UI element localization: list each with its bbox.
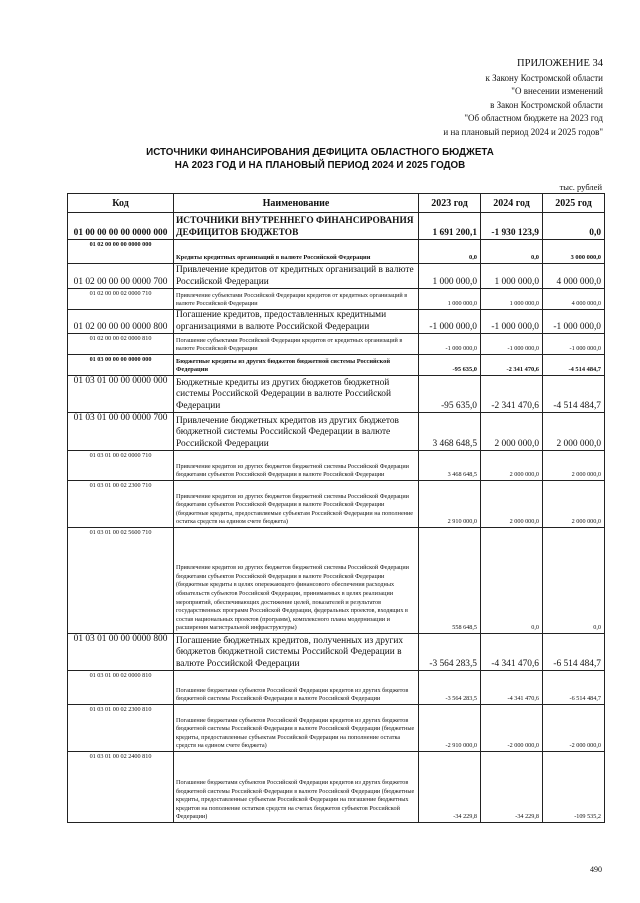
table-row	[68, 451, 605, 481]
row-2024: -1 000 000,0	[481, 334, 543, 355]
row-name: ИСТОЧНИКИ ВНУТРЕННЕГО ФИНАНСИРОВАНИЯ ДЕФИЦИТОВ БЮДЖЕТОВ	[174, 213, 419, 240]
row-code: 01 02 00 00 00 0000 800	[68, 310, 174, 334]
table-row	[68, 310, 605, 334]
row-name: Погашение бюджетами субъектов Российской Федерации кредитов из других бюджетов бюджетной системы Российской Федерации в валюте Российской Федерации (бюджетные кредиты, предоставленные субъектам Российской Федерации на погашение бюджетных кредитов на пополнение остатков средств на счетах бюджетов субъектов Российской Федерации)	[174, 752, 419, 823]
row-2025: -2 000 000,0	[543, 705, 605, 752]
row-code: 01 02 00 00 00 0000 700	[68, 264, 174, 289]
row-2025: 4 000 000,0	[543, 289, 605, 310]
appendix-line: и на плановый период 2024 и 2025 годов"	[443, 126, 603, 137]
appendix-line: ПРИЛОЖЕНИЕ 34	[517, 58, 603, 69]
table-row	[68, 528, 605, 634]
row-2025: 0,0	[543, 213, 605, 240]
row-2023: -95 635,0	[419, 376, 481, 413]
row-name: Привлечение кредитов из других бюджетов бюджетной системы Российской Федерации бюджетами субъектов Российской Федерации в валюте Российской Федерации (бюджетные кредиты, предоставляемые субъектам Российской Федерации на пополнение остатка средств на едином счете бюджета)	[174, 481, 419, 528]
row-name: Привлечение кредитов из других бюджетов бюджетной системы Российской Федерации бюджетами субъектов Российской Федерации в валюте Российской Федерации (бюджетные кредиты в целях опережающего финансового обеспечения расходных обязательств субъектов Российской Федерации, принимаемых в целях реализации мероприятий, обеспечивающих достижение целей, показателей и результатов государственных программ Российской Федерации, федеральных проектов, входящих в состав национальных проектов (программ), комплексного плана модернизации и расширения магистральной инфраструктуры)	[174, 528, 419, 634]
financing-sources-table	[67, 193, 605, 823]
table-row	[68, 481, 605, 528]
row-2023: 3 468 648,5	[419, 413, 481, 451]
row-code: 01 03 01 00 02 5600 710	[68, 528, 174, 634]
row-2024: -2 000 000,0	[481, 705, 543, 752]
row-name: Бюджетные кредиты из других бюджетов бюджетной системы Российской Федерации	[174, 355, 419, 376]
row-2024: -4 341 470,6	[481, 634, 543, 671]
header-2023: 2023 год	[419, 194, 481, 213]
row-2025: -109 535,2	[543, 752, 605, 823]
table-header-row	[68, 194, 605, 213]
table-row	[68, 376, 605, 413]
row-code: 01 03 00 00 00 0000 000	[68, 355, 174, 376]
page-number: 490	[590, 865, 602, 874]
table-row	[68, 752, 605, 823]
row-2025: -1 000 000,0	[543, 310, 605, 334]
row-2024: 2 000 000,0	[481, 451, 543, 481]
row-2025: -4 514 484,7	[543, 376, 605, 413]
row-code: 01 03 01 00 02 2400 810	[68, 752, 174, 823]
row-name: Погашение бюджетами субъектов Российской Федерации кредитов из других бюджетов бюджетной системы Российской Федерации в валюте Российской Федерации (бюджетные кредиты, предоставленные субъектам Российской Федерации на пополнение остатка средств на едином счете бюджета)	[174, 705, 419, 752]
row-2024: 1 000 000,0	[481, 289, 543, 310]
row-code: 01 03 01 00 00 0000 800	[68, 634, 174, 671]
row-2025: -4 514 484,7	[543, 355, 605, 376]
table-row	[68, 671, 605, 705]
row-2023: 2 910 000,0	[419, 481, 481, 528]
table-row	[68, 264, 605, 289]
units-label: тыс. рублей	[559, 182, 602, 192]
row-2024: -2 341 470,6	[481, 355, 543, 376]
row-2023: -2 910 000,0	[419, 705, 481, 752]
row-2024: 2 000 000,0	[481, 481, 543, 528]
row-2025: 2 000 000,0	[543, 413, 605, 451]
appendix-line: в Закон Костромской области	[490, 99, 603, 110]
row-2025: 3 000 000,0	[543, 240, 605, 264]
row-2023: -34 229,8	[419, 752, 481, 823]
row-2024: -2 341 470,6	[481, 376, 543, 413]
row-2023: 1 691 200,1	[419, 213, 481, 240]
table-row	[68, 705, 605, 752]
table-row	[68, 334, 605, 355]
appendix-line: "Об областном бюджете на 2023 год	[464, 113, 603, 124]
row-code: 01 02 00 00 00 0000 000	[68, 240, 174, 264]
appendix-header	[343, 57, 603, 140]
row-name: Кредиты кредитных организаций в валюте Российской Федерации	[174, 240, 419, 264]
row-2023: -1 000 000,0	[419, 334, 481, 355]
row-2024: -34 229,8	[481, 752, 543, 823]
header-code: Код	[68, 194, 174, 213]
row-name: Бюджетные кредиты из других бюджетов бюджетной системы Российской Федерации в валюте Российской Федерации	[174, 376, 419, 413]
row-2023: 3 468 648,5	[419, 451, 481, 481]
row-2023: 558 648,5	[419, 528, 481, 634]
row-2024: 0,0	[481, 528, 543, 634]
row-code: 01 03 01 00 00 0000 000	[68, 376, 174, 413]
row-code: 01 03 01 00 02 2300 710	[68, 481, 174, 528]
row-name: Привлечение бюджетных кредитов из других бюджетов бюджетной системы Российской Федерации в валюте Российской Федерации	[174, 413, 419, 451]
row-2023: -1 000 000,0	[419, 310, 481, 334]
row-name: Привлечение кредитов от кредитных организаций в валюте Российской Федерации	[174, 264, 419, 289]
row-2024: 0,0	[481, 240, 543, 264]
row-2025: -6 514 484,7	[543, 634, 605, 671]
row-name: Привлечение кредитов из других бюджетов бюджетной системы Российской Федерации бюджетами субъектов Российской Федерации в валюте Российской Федерации	[174, 451, 419, 481]
row-2024: -1 000 000,0	[481, 310, 543, 334]
row-2025: -1 000 000,0	[543, 334, 605, 355]
header-2025: 2025 год	[543, 194, 605, 213]
row-2025: 0,0	[543, 528, 605, 634]
document-title	[0, 146, 640, 172]
row-code: 01 03 01 00 00 0000 700	[68, 413, 174, 451]
row-name: Погашение субъектами Российской Федерации кредитов от кредитных организаций в валюте Российской Федерации	[174, 334, 419, 355]
row-2023: 0,0	[419, 240, 481, 264]
row-2023: 1 000 000,0	[419, 289, 481, 310]
row-name: Погашение бюджетами субъектов Российской Федерации кредитов из других бюджетов бюджетной системы Российской Федерации в валюте Российской Федерации	[174, 671, 419, 705]
title-line-2: НА 2023 ГОД И НА ПЛАНОВЫЙ ПЕРИОД 2024 И 2025 ГОДОВ	[174, 160, 466, 171]
row-code: 01 02 00 00 02 0000 710	[68, 289, 174, 310]
header-name: Наименование	[174, 194, 419, 213]
table-row	[68, 289, 605, 310]
table-row	[68, 634, 605, 671]
table-row	[68, 240, 605, 264]
row-2025: 4 000 000,0	[543, 264, 605, 289]
header-2024: 2024 год	[481, 194, 543, 213]
row-2023: -3 564 283,5	[419, 634, 481, 671]
row-2025: 2 000 000,0	[543, 481, 605, 528]
row-2024: -4 341 470,6	[481, 671, 543, 705]
row-2024: 2 000 000,0	[481, 413, 543, 451]
row-name: Погашение кредитов, предоставленных кредитными организациями в валюте Российской Федерации	[174, 310, 419, 334]
row-2023: -3 564 283,5	[419, 671, 481, 705]
row-name: Погашение бюджетных кредитов, полученных из других бюджетов бюджетной системы Российской Федерации в валюте Российской Федерации	[174, 634, 419, 671]
appendix-line: к Закону Костромской области	[485, 72, 603, 83]
row-name: Привлечение субъектами Российской Федерации кредитов от кредитных организаций в валюте Российской Федерации	[174, 289, 419, 310]
row-code: 01 03 01 00 02 0000 710	[68, 451, 174, 481]
row-code: 01 03 01 00 02 2300 810	[68, 705, 174, 752]
row-2025: 2 000 000,0	[543, 451, 605, 481]
appendix-line: "О внесении изменений	[511, 86, 603, 97]
table-row	[68, 355, 605, 376]
row-2024: 1 000 000,0	[481, 264, 543, 289]
row-2023: 1 000 000,0	[419, 264, 481, 289]
row-2024: -1 930 123,9	[481, 213, 543, 240]
title-line-1: ИСТОЧНИКИ ФИНАНСИРОВАНИЯ ДЕФИЦИТА ОБЛАСТНОГО БЮДЖЕТА	[146, 147, 494, 158]
row-code: 01 00 00 00 00 0000 000	[68, 213, 174, 240]
row-2023: -95 635,0	[419, 355, 481, 376]
row-2025: -6 514 484,7	[543, 671, 605, 705]
table-row	[68, 213, 605, 240]
row-code: 01 02 00 00 02 0000 810	[68, 334, 174, 355]
row-code: 01 03 01 00 02 0000 810	[68, 671, 174, 705]
table-row	[68, 413, 605, 451]
